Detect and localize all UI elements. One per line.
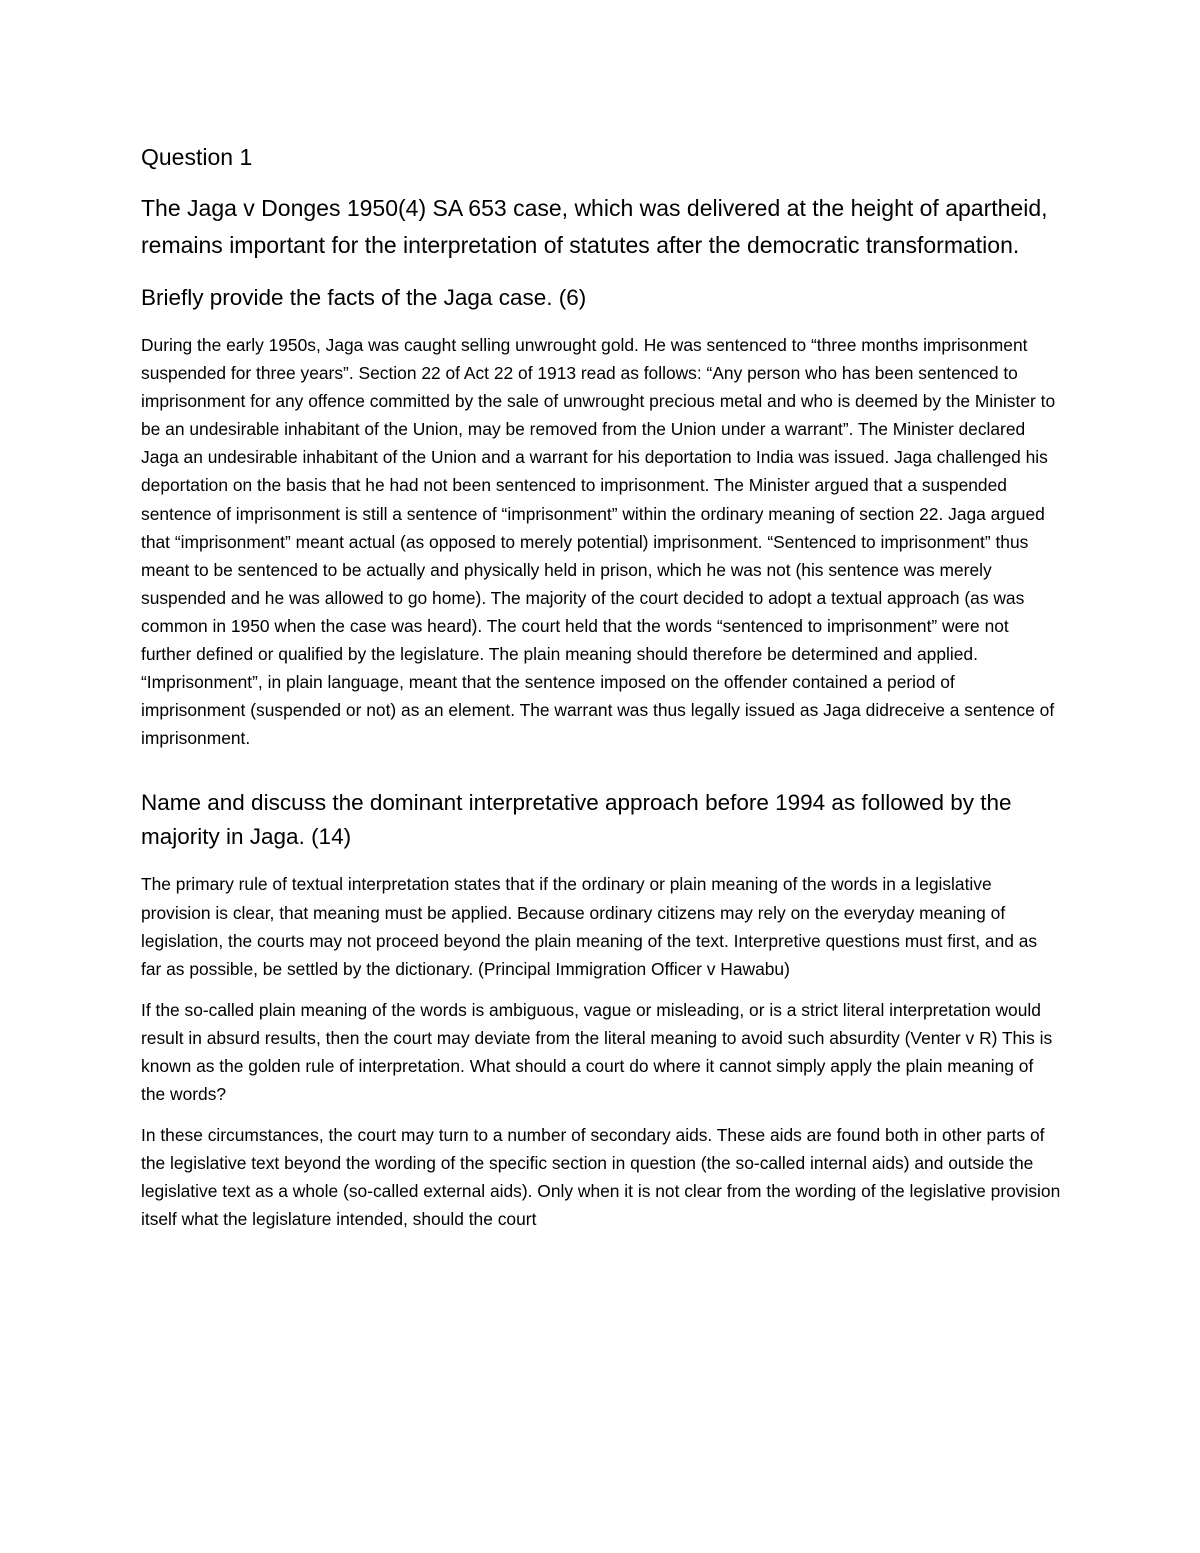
part-b-paragraph-3: In these circumstances, the court may turn to a number of secondary aids. These aids are found both in other parts of the legislative text beyond the wording of the specific section in question (the so-called internal aids) and outside the legislative text as a whole (so-called external aids). Only when it is not clear from the wording of the legislative provision itself what the legislature intended, should the court xyxy=(141,1125,1061,1230)
document-body xyxy=(141,140,1061,1247)
part-b-heading: Name and discuss the dominant interpretative approach before 1994 as followed by the majority in Jaga. (14) xyxy=(141,790,1012,850)
part-a-heading: Briefly provide the facts of the Jaga case. (6) xyxy=(141,285,587,310)
part-b-paragraph-1: The primary rule of textual interpretation states that if the ordinary or plain meaning of the words in a legislative provision is clear, that meaning must be applied. Because ordinary citizens may rely on the everyday meaning of legislation, the courts may not proceed beyond the plain meaning of the text. Interpretive questions must first, and as far as possible, be settled by the dictionary. (Principal Immigration Officer v Hawabu) xyxy=(141,874,1038,979)
question-title: Question 1 xyxy=(141,144,253,170)
part-b-paragraph-2: If the so-called plain meaning of the words is ambiguous, vague or misleading, or is a strict literal interpretation would result in absurd results, then the court may deviate from the literal meaning to avoid such absurdity (Venter v R) This is known as the golden rule of interpretation. What should a court do where it cannot simply apply the plain meaning of the words? xyxy=(141,999,1053,1105)
part-a-paragraph: During the early 1950s, Jaga was caught selling unwrought gold. He was sentenced to “three months imprisonment suspended for three years”. Section 22 of Act 22 of 1913 read as follows: “Any person who has been sentenced to imprisonment for any offence committed by the sale of unwrought precious metal and who is deemed by the Minister to be an undesirable inhabitant of the Union, may be removed from the Union under a warrant”. The Minister declared Jaga an undesirable inhabitant of the Union and a warrant for his deportation to India was issued. Jaga challenged his deportation on the basis that he had not been sentenced to imprisonment. The Minister argued that a suspended sentence of imprisonment is still a sentence of “imprisonment” within the ordinary meaning of section 22. Jaga argued that “imprisonment” meant actual (as opposed to merely potential) imprisonment. “Sentenced to imprisonment” thus meant to be sentenced to be actually and physically held in prison, which he was not (his sentence was merely suspended and he was allowed to go home). The majority of the court decided to adopt a textual approach (as was common in 1950 when the case was heard). The court held that the words “sentenced to imprisonment” were not further defined or qualified by the legislature. The plain meaning should therefore be determined and applied. “Imprisonment”, in plain language, meant that the sentence imposed on the offender contained a period of imprisonment (suspended or not) as an element. The warrant was thus legally issued as Jaga didreceive a sentence of imprisonment. xyxy=(141,335,1056,749)
question-intro: The Jaga v Donges 1950(4) SA 653 case, which was delivered at the height of apartheid, remains important for the interpretation of statutes after the democratic transformation. xyxy=(141,195,1048,258)
